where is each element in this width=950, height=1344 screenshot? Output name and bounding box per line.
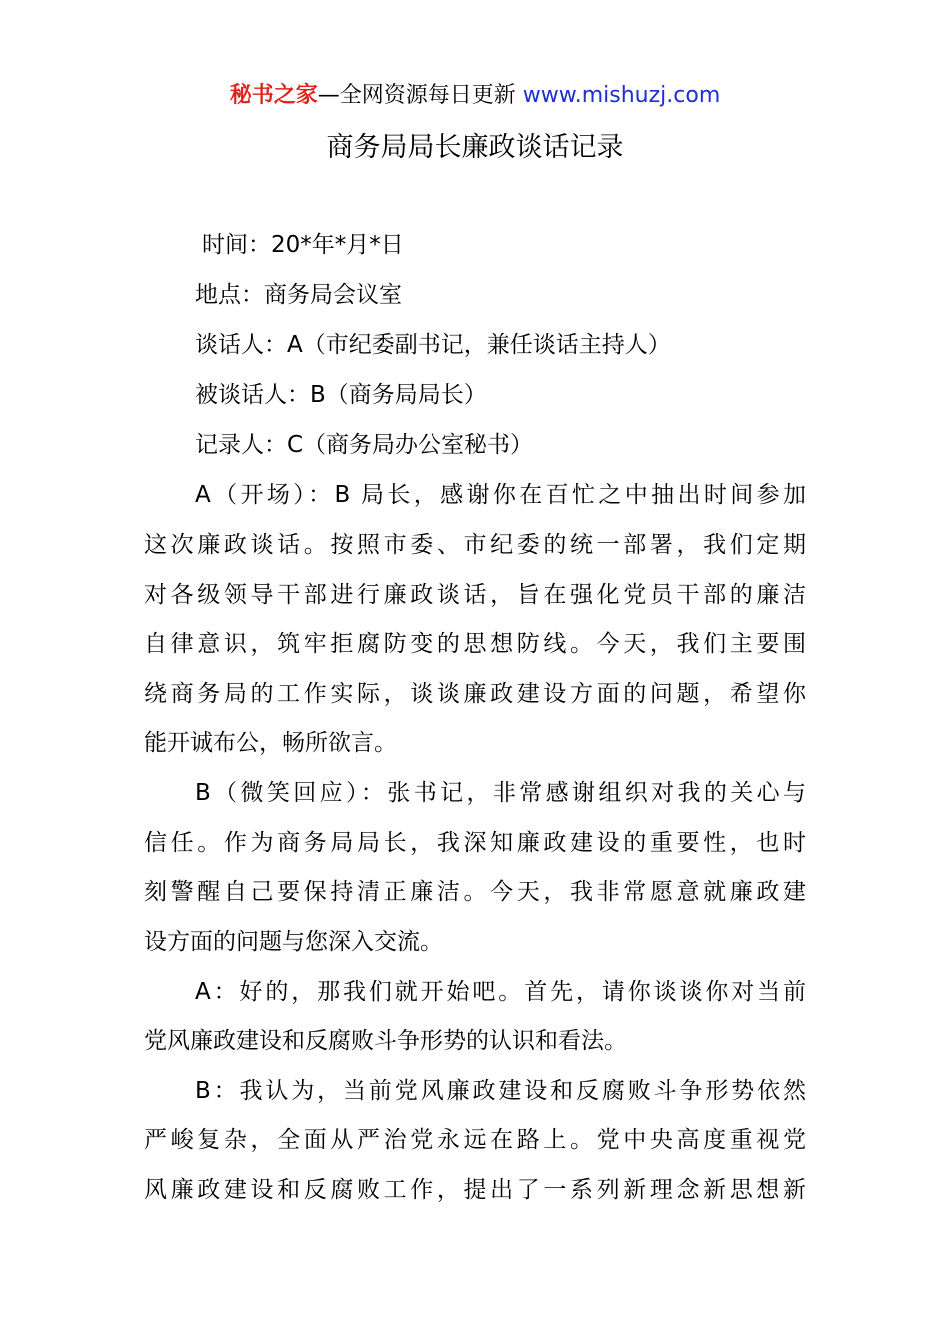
paragraph-line: 自律意识，筑牢拒腐防变的思想防线。今天，我们主要围 [144, 631, 806, 657]
paragraph-line: 能开诚布公，畅所欲言。 [144, 730, 397, 756]
brand-name: 秘书之家 [229, 83, 318, 108]
paragraph-line: A（开场）：B 局长，感谢你在百忙之中抽出时间参加 [195, 482, 806, 508]
paragraph-line: 刻警醒自己要保持清正廉洁。今天，我非常愿意就廉政建 [144, 879, 806, 905]
paragraph-line: 设方面的问题与您深入交流。 [144, 929, 443, 955]
paragraph-line: 绕商务局的工作实际，谈谈廉政建设方面的问题，希望你 [144, 681, 806, 707]
document-page: 秘书之家—全网资源每日更新 www.mishuzj.com 商务局局长廉政谈话记录 时间：20*年*月*日 地点：商务局会议室 谈话人：A（市纪委副书记，兼任谈话主持人） 被谈话人：B（商务局局长） 记录人：C（商务局办公室秘书） A（开场）：B 局长，感谢你在百忙之中抽出时间参加 这次廉政谈话。按照市委、市纪委的统一部署，我们定期 对各级领导干部进行廉政谈话，旨在强化党员干部的廉洁 自律意识，筑牢拒腐防变的思想防线。今天，我们主要围 绕商务局的工作实际，谈谈廉政建设方面的问题，希望你 能开诚布公，畅所欲言。 B（微笑回应）：张书记，非常感谢组织对我的关心与 信任。作为商务局局长，我深知廉政建设的重要性，也时 刻警醒自己要保持清正廉洁。今天，我非常愿意就廉政建 设方面的问题与您深入交流。 A：好的，那我们就开始吧。首先，请你谈谈你对当前 党风廉政建设和反腐败斗争形势的认识和看法。 B：我认为，当前党风廉政建设和反腐败斗争形势依然 严峻复杂，全面从严治党永远在路上。党中央高度重视党 风廉政建设和反腐败工作，提出了一系列新理念新思想新 [0, 0, 950, 1344]
paragraph-line: 严峻复杂，全面从严治党永远在路上。党中央高度重视党 [144, 1127, 806, 1153]
paragraph-line: 对各级领导干部进行廉政谈话，旨在强化党员干部的廉洁 [144, 582, 806, 608]
paragraph-line: 这次廉政谈话。按照市委、市纪委的统一部署，我们定期 [144, 532, 806, 558]
paragraph-line: 风廉政建设和反腐败工作，提出了一系列新理念新思想新 [144, 1177, 806, 1203]
paragraph-line: B：我认为，当前党风廉政建设和反腐败斗争形势依然 [195, 1078, 806, 1104]
paragraph-line: 党风廉政建设和反腐败斗争形势的认识和看法。 [144, 1028, 627, 1054]
site-url-link[interactable]: www.mishuzj.com [522, 83, 721, 108]
header-tagline: —全网资源每日更新 [317, 83, 516, 108]
paragraph-line: B（微笑回应）：张书记，非常感谢组织对我的关心与 [195, 780, 806, 806]
paragraph-line: A：好的，那我们就开始吧。首先，请你谈谈你对当前 [195, 979, 806, 1005]
paragraph-line: 信任。作为商务局局长，我深知廉政建设的重要性，也时 [144, 830, 806, 856]
document-title: 商务局局长廉政谈话记录 [326, 132, 624, 163]
site-header [0, 80, 950, 112]
